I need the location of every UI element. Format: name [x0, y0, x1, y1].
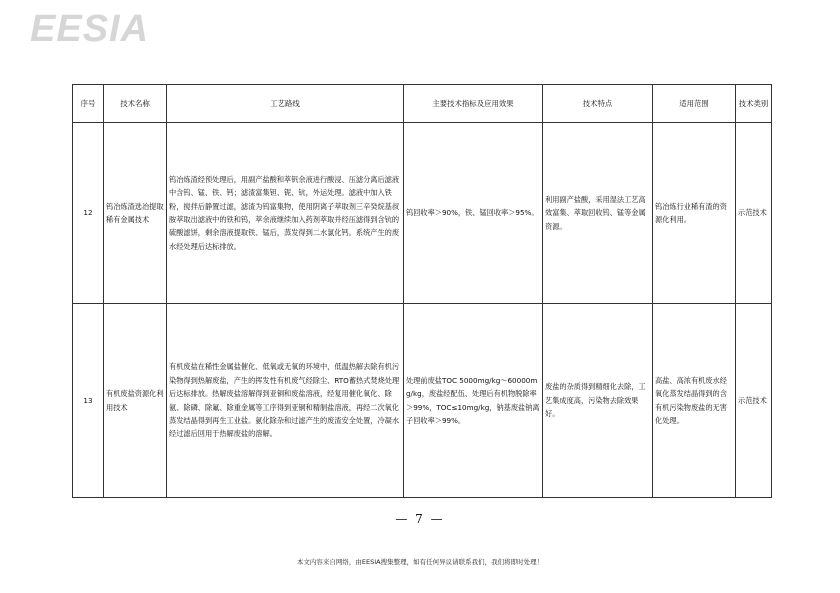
technology-table [72, 84, 772, 498]
cell-features: 利用副产盐酸，采用湿法工艺高效富集、萃取回收钨、锰等金属资源。 [543, 123, 653, 304]
table-row [73, 123, 772, 304]
cell-features: 废盐的杂质得到精细化去除，工艺集成度高，污染物去除效果好。 [543, 304, 653, 498]
cell-category: 示范技术 [736, 123, 772, 304]
header-scope: 适用范围 [653, 85, 736, 123]
cell-indicators: 处理前废盐TOC 5000mg/kg～60000mg/kg，废盐经配伍、处理后有机物脱除率＞99%，TOC≤10mg/kg，钠基废盐钠离子回收率＞99%。 [404, 304, 543, 498]
header-indicators: 主要技术指标及应用效果 [404, 85, 543, 123]
cell-tech-name: 钨冶炼渣选冶提取稀有金属技术 [104, 123, 167, 304]
eesia-logo: EESIA [30, 8, 150, 50]
table-row [73, 304, 772, 498]
header-index: 序号 [73, 85, 104, 123]
cell-index: 12 [73, 123, 104, 304]
header-category: 技术类别 [736, 85, 772, 123]
cell-tech-name: 有机废盐资源化利用技术 [104, 304, 167, 498]
footer-note: 本文内容来自网络，由EESIA搜集整理，如有任何异议请联系我们，我们将即时处理！ [296, 558, 544, 566]
page-number: — 7 — [395, 512, 445, 526]
header-features: 技术特点 [543, 85, 653, 123]
header-process-route: 工艺路线 [167, 85, 404, 123]
header-tech-name: 技术名称 [104, 85, 167, 123]
cell-category: 示范技术 [736, 304, 772, 498]
cell-index: 13 [73, 304, 104, 498]
cell-process-route: 有机废盐在稀性金属盐催化、低氧或无氧的环境中，低温热解去除有机污染物得到热解废盐，产生的挥发性有机废气经除尘、RTO蓄热式焚烧处理后达标排放。热解废盐溶解得到亚铜和废盐溶液，经复用催化氧化、除氨、除磷、除氟、除重金属等工序得到亚铜和精制盐溶液，再经二次氧化蒸发结晶得到再生工业盐。氨化除杂和过滤产生的废渣安全处置，冷凝水经过滤后回用于热解废盐的溶解。 [167, 304, 404, 498]
cell-scope: 高盐、高浓有机废水经氧化蒸发结晶得到的含有机污染物废盐的无害化处理。 [653, 304, 736, 498]
cell-indicators: 钨回收率＞90%，铁、锰回收率＞95%。 [404, 123, 543, 304]
cell-process-route: 钨冶炼渣经预处理后，用副产盐酸和萃钒余液进行酸浸、压滤分离后滤液中含钨、锰、铁、钙；滤渣富集钽、铌、钪，外运处理。滤液中加入铁粉，搅拌后静置过滤，滤渣为钨富集物，使用阴离子萃取剂三辛癸烷基叔胺萃取出滤液中的铁和钨，萃余液继续加入药剂萃取并经压滤得到含钪的硫酸滤饼，剩余溶液提取铁、锰后，蒸发得到二水氯化钙。系统产生的废水经处理后达标排放。 [167, 123, 404, 304]
cell-scope: 钨冶炼行业稀有渣的资源化利用。 [653, 123, 736, 304]
table-header-row [73, 85, 772, 123]
